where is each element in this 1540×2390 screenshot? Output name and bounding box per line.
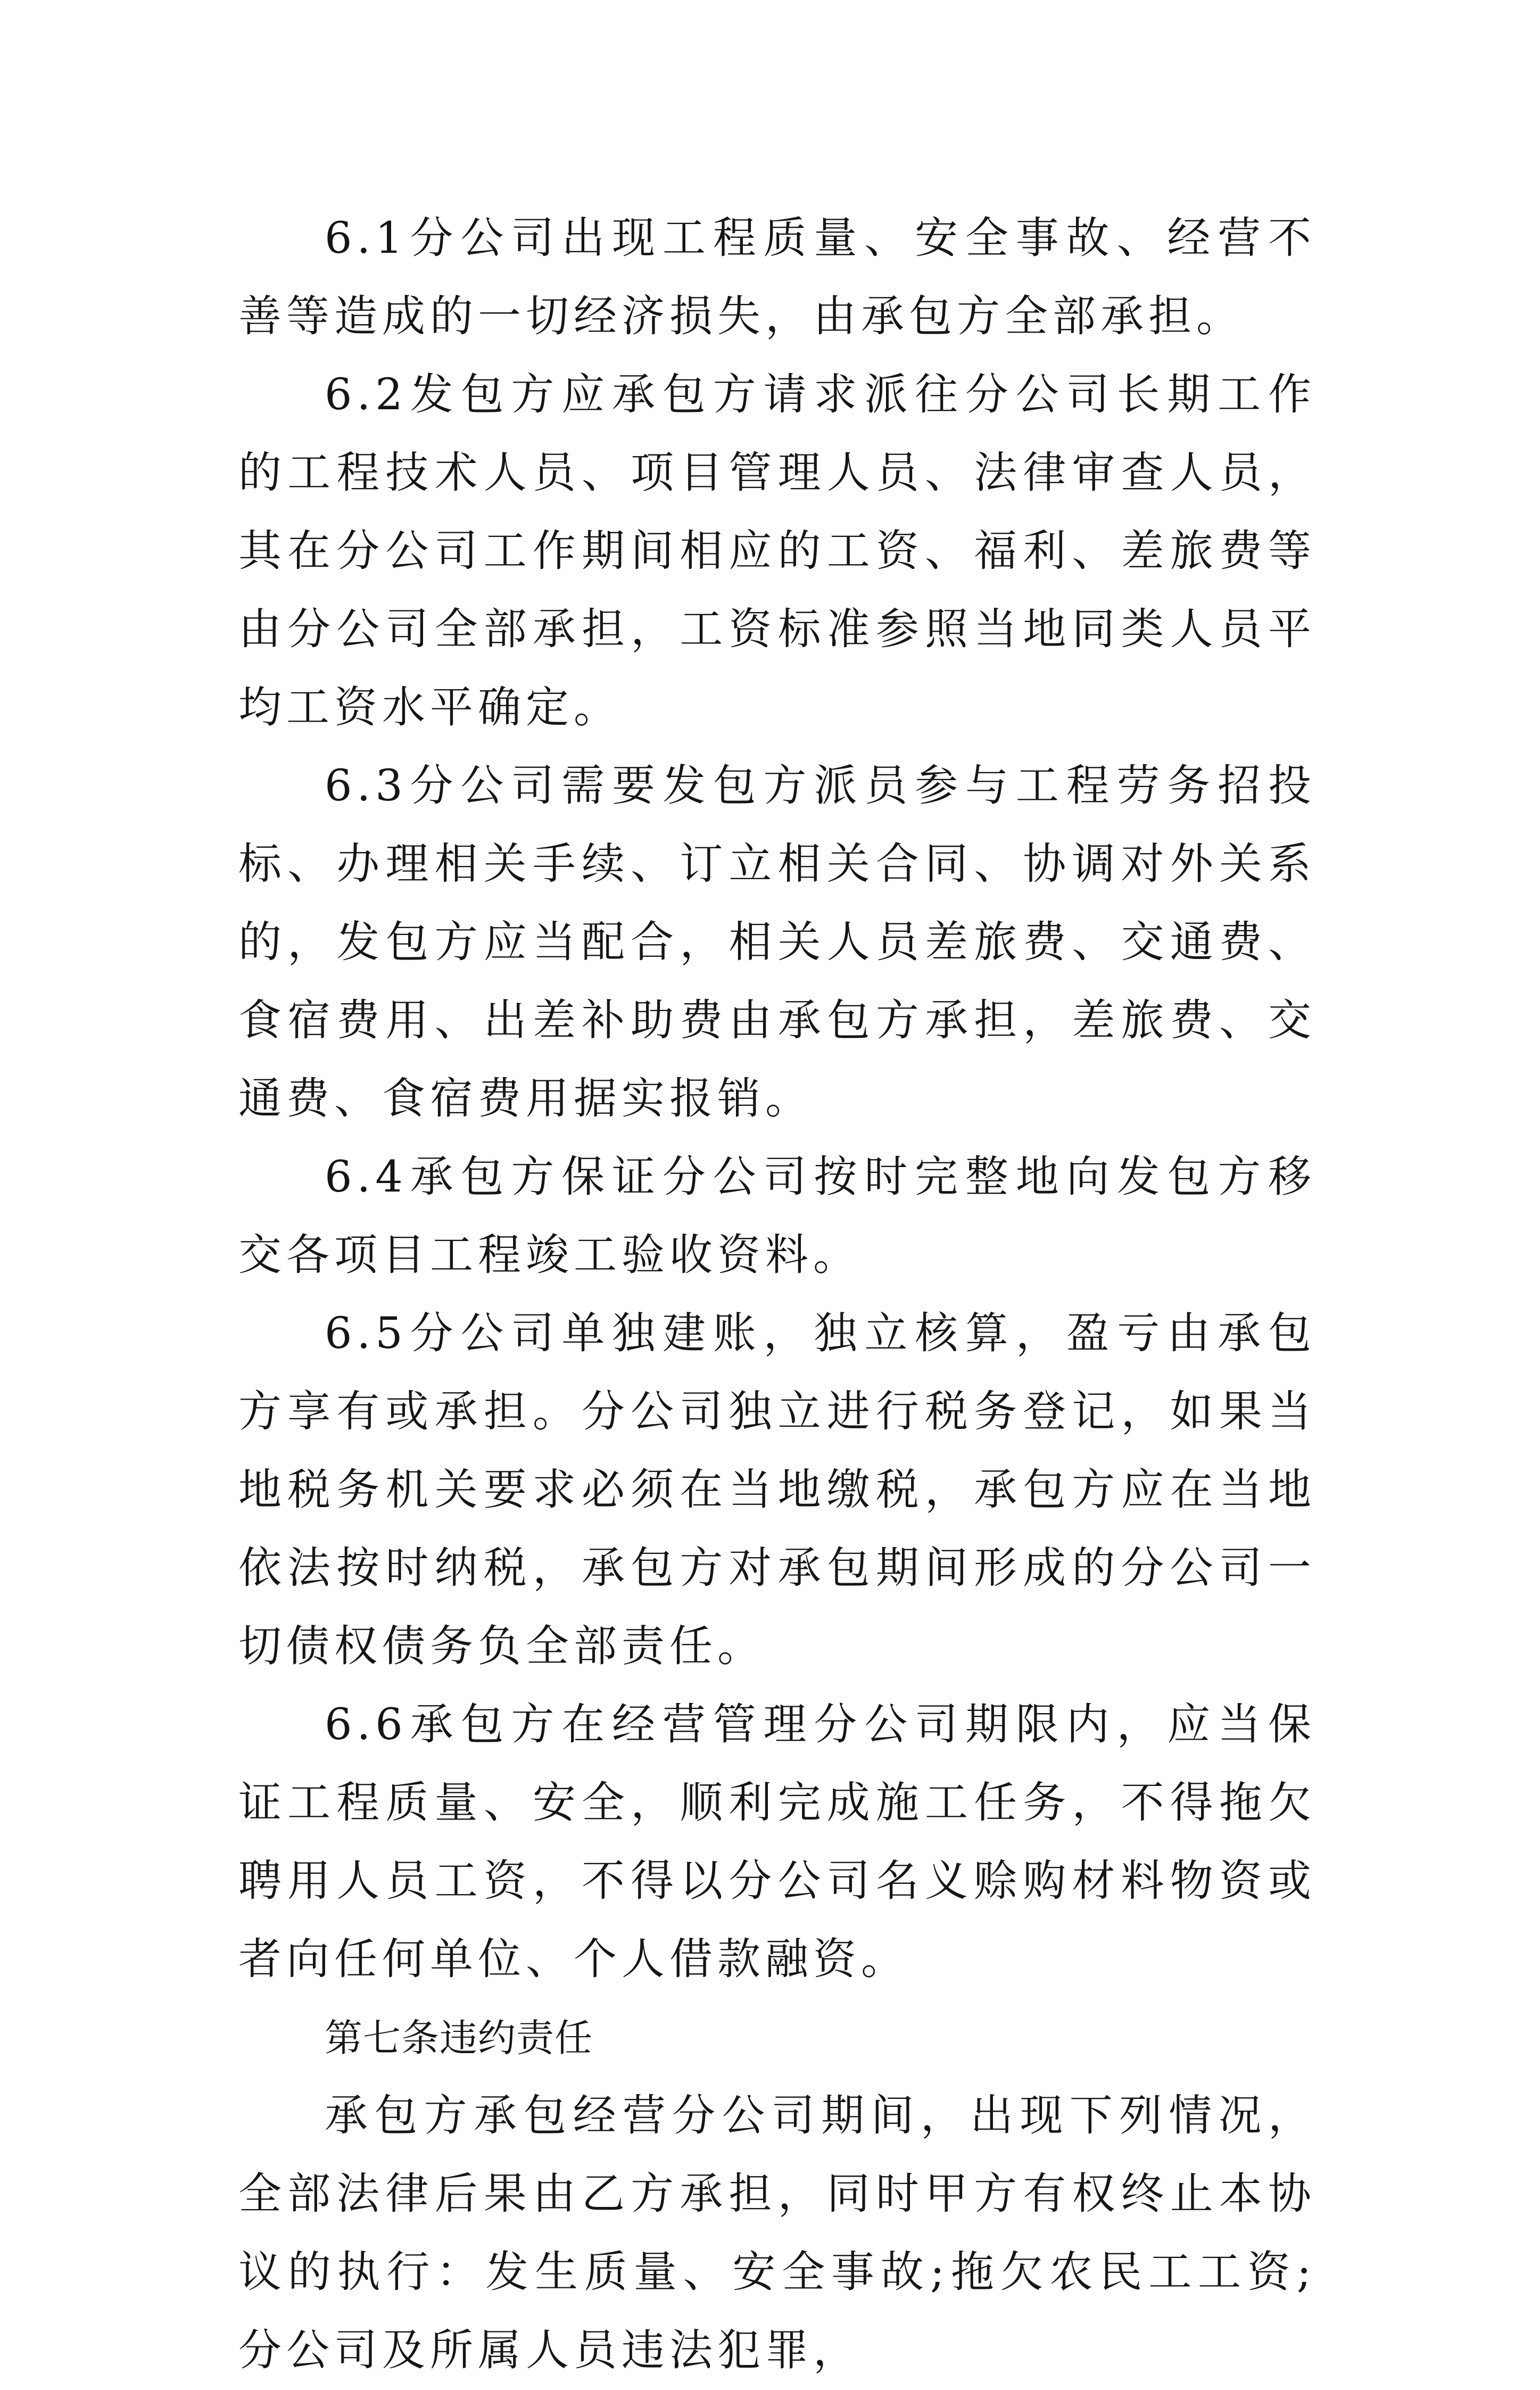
closing-paragraph: 承包方承包经营分公司期间，出现下列情况，全部法律后果由乙方承担，同时甲方有权终止本协议的执行：发生质量、安全事故;拖欠农民工工资;分公司及所属人员违法犯罪， — [238, 2091, 1316, 2376]
clause-6-3: 6.3分公司需要发包方派员参与工程劳务招投标、办理相关手续、订立相关合同、协调对外关系的，发包方应当配合，相关人员差旅费、交通费、食宿费用、出差补助费由承包方承担，差旅费、交通费、食宿费用据实报销。 — [238, 761, 1316, 1124]
clause-6-4: 6.4承包方保证分公司按时完整地向发包方移交各项目工程竣工验收资料。 — [238, 1152, 1316, 1280]
clause-6-6: 6.6承包方在经营管理分公司期限内，应当保证工程质量、安全，顺利完成施工任务，不得拖欠聘用人员工资，不得以分公司名义赊购材料物资或者向任何单位、个人借款融资。 — [238, 1700, 1316, 1984]
document-body — [238, 200, 1316, 2390]
clause-6-5: 6.5分公司单独建账，独立核算，盈亏由承包方享有或承担。分公司独立进行税务登记，如果当地税务机关要求必须在当地缴税，承包方应在当地依法按时纳税，承包方对承包期间形成的分公司一切债权债务负全部责任。 — [238, 1309, 1316, 1672]
clause-6-1: 6.1分公司出现工程质量、安全事故、经营不善等造成的一切经济损失，由承包方全部承担。 — [238, 213, 1316, 342]
clause-6-2: 6.2发包方应承包方请求派往分公司长期工作的工程技术人员、项目管理人员、法律审查人员，其在分公司工作期间相应的工资、福利、差旅费等由分公司全部承担，工资标准参照当地同类人员平均工资水平确定。 — [238, 370, 1316, 733]
section-heading: 第七条违约责任 — [325, 2016, 593, 2060]
